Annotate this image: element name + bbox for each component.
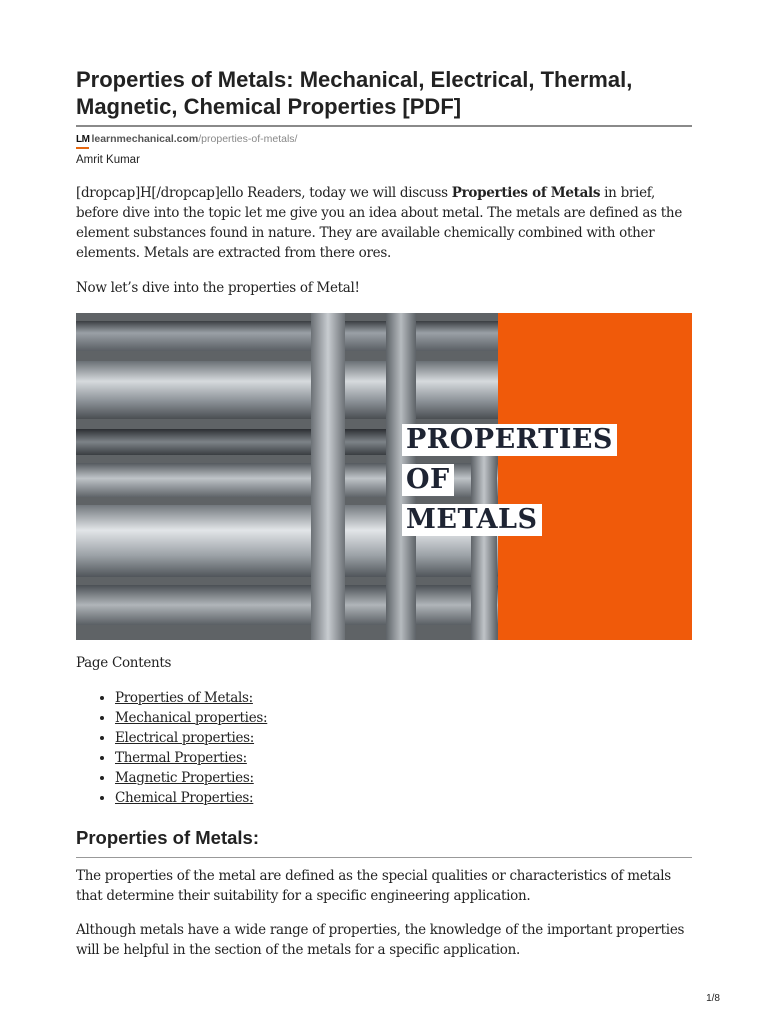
section-heading: Properties of Metals: — [76, 827, 259, 848]
intro-text-start: [dropcap]H[/dropcap]ello Readers, today we will discuss — [76, 185, 452, 201]
pipe-flange — [311, 313, 345, 640]
banner-title-line-3: METALS — [402, 504, 542, 536]
source-line[interactable] — [76, 132, 297, 149]
toc-item — [115, 728, 267, 748]
toc-item — [115, 788, 267, 808]
pipe-shape — [76, 321, 526, 351]
source-domain[interactable]: learnmechanical.com — [91, 133, 199, 145]
section-divider — [76, 857, 692, 858]
source-path[interactable]: /properties-of-metals/ — [198, 133, 298, 145]
author-name: Amrit Kumar — [76, 154, 140, 166]
toc-item — [115, 708, 267, 728]
toc-link-properties-of-metals[interactable]: Properties of Metals: — [115, 690, 253, 706]
section-paragraph-1: The properties of the metal are defined as the special qualities or characteristics of metals that determine their suitability for a specific engineering application. — [76, 868, 671, 904]
toc-link-mechanical[interactable]: Mechanical properties: — [115, 710, 268, 726]
toc-item — [115, 748, 267, 768]
toc-item — [115, 768, 267, 788]
pipe-flange — [471, 433, 497, 640]
banner-title-line-2: OF — [402, 464, 454, 496]
intro-bold-term: Properties of Metals — [451, 185, 601, 201]
toc-link-thermal[interactable]: Thermal Properties: — [115, 750, 247, 766]
intro-text-end: in brief, before dive into the topic let me give you an idea about metal. The metals are defined as the element substances found in nature. They are available chemically combined with other elements. Metals are extracted from there ores. — [76, 185, 683, 261]
table-of-contents — [76, 688, 267, 808]
toc-link-chemical[interactable]: Chemical Properties: — [115, 790, 254, 806]
section-paragraph-2: Although metals have a wide range of properties, the knowledge of the important properties will be helpful in the section of the metals for a specific application. — [76, 922, 685, 958]
toc-item — [115, 688, 267, 708]
contents-label: Page Contents — [76, 655, 172, 671]
title-divider — [76, 125, 692, 127]
banner-title-line-1: PROPERTIES — [402, 424, 617, 456]
toc-link-electrical[interactable]: Electrical properties: — [115, 730, 255, 746]
intro-paragraph — [76, 183, 696, 263]
pipe-shape — [76, 361, 526, 419]
banner-image — [76, 313, 692, 640]
page-number: 1/8 — [706, 993, 720, 1004]
site-logo: LM — [76, 133, 89, 149]
page-title: Properties of Metals: Mechanical, Electrical, Thermal, Magnetic, Chemical Properties [PDF] — [76, 67, 633, 119]
toc-link-magnetic[interactable]: Magnetic Properties: — [115, 770, 254, 786]
pipe-shape — [76, 585, 506, 625]
dive-line: Now let’s dive into the properties of Metal! — [76, 280, 360, 296]
banner-orange-panel — [498, 313, 692, 640]
